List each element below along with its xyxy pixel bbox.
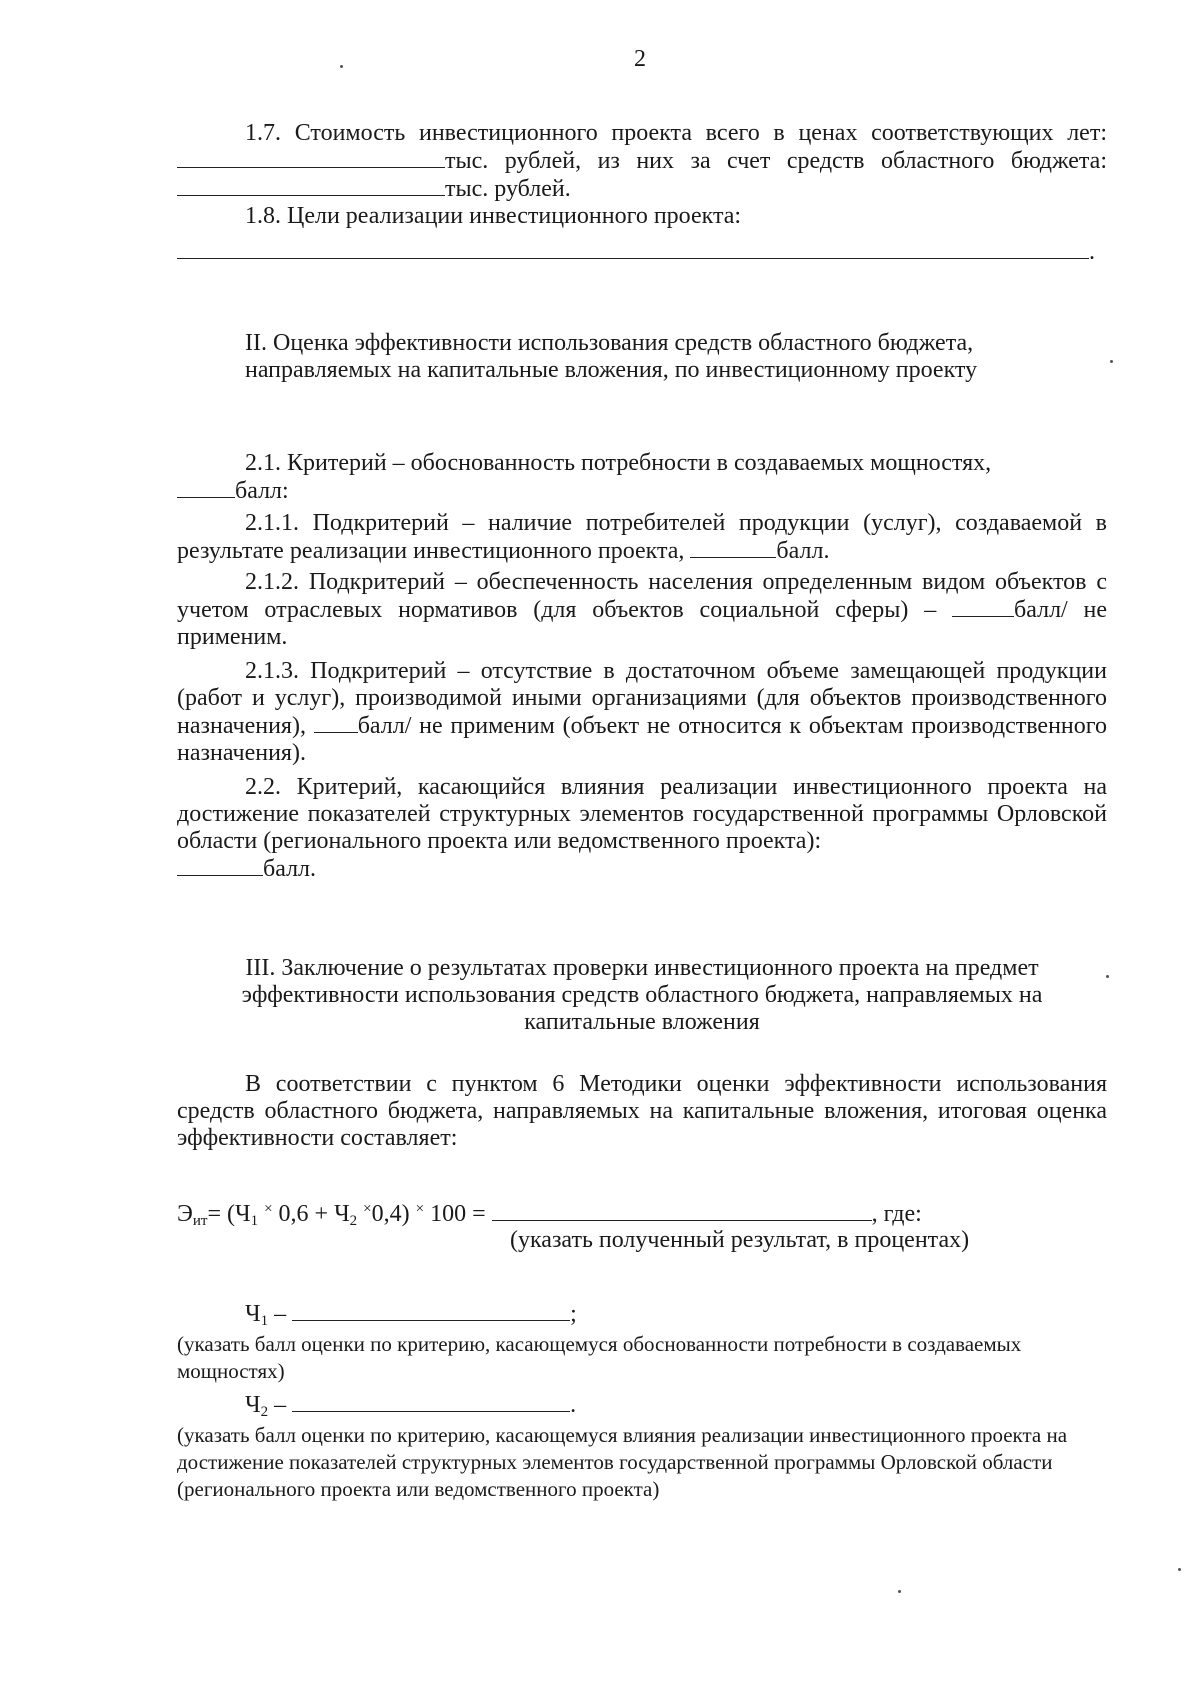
cost-regional-blank bbox=[177, 175, 445, 196]
cost-total-blank bbox=[177, 147, 445, 168]
p18-end: . bbox=[1089, 239, 1095, 265]
ch2-line bbox=[245, 1391, 1175, 1426]
ch1-line bbox=[245, 1300, 1175, 1335]
ch2-end: . bbox=[570, 1392, 577, 1418]
page-number: 2 bbox=[634, 46, 646, 72]
section-3-intro-text: В соответствии с пунктом 6 Методики оценки эффективности использования средств областного бюджета, направляемых на капитальные вложения, итоговая оценка эффективности составляет: bbox=[177, 1071, 1107, 1151]
ch1-dash: – bbox=[274, 1301, 287, 1327]
ch1-note: (указать балл оценки по критерию, касающемуся обоснованности потребности в создаваемых мощностях) bbox=[177, 1332, 1022, 1383]
p22-blank bbox=[177, 855, 263, 876]
ch2-note: (указать балл оценки по критерию, касающемуся влияния реализации инвестиционного проекта на достижение показателей структурных элементов государственной программы Орловской области (регионального проекта или ведомственного проекта) bbox=[177, 1423, 1068, 1501]
p211-suffix: балл. bbox=[776, 538, 830, 564]
ch1-blank bbox=[292, 1300, 570, 1321]
section-2-heading-line2: направляемых на капитальные вложения, по инвестиционному проекту bbox=[245, 357, 978, 383]
p211-text: 2.1.1. Подкритерий – наличие потребителей продукции (услуг), создаваемой в результате реализации инвестиционного проекта, bbox=[177, 510, 1107, 564]
section-2-heading bbox=[245, 330, 1105, 384]
formula-result-blank bbox=[492, 1200, 872, 1221]
p213-blank bbox=[314, 712, 358, 733]
p212-suffix: балл/ не применим. bbox=[177, 597, 1107, 650]
scan-speck bbox=[1110, 360, 1113, 363]
paragraph-1-7 bbox=[177, 120, 1107, 203]
formula-part2: 0,4) bbox=[371, 1201, 410, 1227]
p213-text: 2.1.3. Подкритерий – отсутствие в достаточном объеме замещающей продукции (работ и услуг), производимой иными организациями (для объектов производственного назначения), bbox=[177, 658, 1107, 739]
scan-speck bbox=[1106, 975, 1109, 978]
section-2-heading-line1: II. Оценка эффективности использования средств областного бюджета, bbox=[245, 330, 974, 356]
section-3-heading-line3: капитальные вложения bbox=[524, 1009, 760, 1035]
p17-suffix: тыс. рублей. bbox=[445, 176, 571, 202]
paragraph-2-1-1 bbox=[177, 510, 1107, 565]
goals-blank bbox=[177, 238, 1089, 259]
ch2-sub: 2 bbox=[260, 1404, 269, 1420]
paragraph-2-2 bbox=[177, 774, 1107, 883]
formula-sub2: 2 bbox=[349, 1213, 358, 1229]
p22-text: 2.2. Критерий, касающийся влияния реализации инвестиционного проекта на достижение показателей структурных элементов государственной программы Орловской области (регионального проекта или ведомственного проекта): bbox=[177, 774, 1107, 854]
paragraph-2-1-3 bbox=[177, 658, 1107, 767]
scan-speck bbox=[898, 1590, 901, 1593]
p17-mid: тыс. рублей, из них за счет средств областного бюджета: bbox=[445, 148, 1107, 174]
formula-e: Э bbox=[177, 1201, 193, 1227]
formula-e-sub: ит bbox=[192, 1213, 208, 1229]
p212-text: 2.1.2. Подкритерий – обеспеченность населения определенным видом объектов с учетом отраслевых нормативов (для объектов социальной сферы) – bbox=[177, 569, 1107, 623]
p212-blank bbox=[952, 596, 1014, 617]
scan-speck bbox=[340, 65, 343, 68]
scan-speck bbox=[1178, 1568, 1181, 1571]
formula-caption: (указать полученный результат, в процентах) bbox=[510, 1227, 970, 1253]
p17-prefix: 1.7. Стоимость инвестиционного проекта всего в ценах соответствующих лет: bbox=[245, 120, 1107, 146]
ch2-label: Ч bbox=[245, 1392, 261, 1418]
p21-suffix: балл: bbox=[235, 478, 289, 504]
formula-eq-open: = (Ч bbox=[207, 1201, 251, 1227]
section-3-heading-line2: эффективности использования средств областного бюджета, направляемых на bbox=[241, 982, 1043, 1008]
section-3-heading-line1: III. Заключение о результатах проверки инвестиционного проекта на предмет bbox=[245, 955, 1039, 981]
ch2-dash: – bbox=[274, 1392, 287, 1418]
ch2-blank bbox=[292, 1391, 570, 1412]
formula-sub1: 1 bbox=[250, 1213, 259, 1229]
p21-blank bbox=[177, 477, 235, 498]
paragraph-2-1-2 bbox=[177, 569, 1107, 651]
section-3-intro bbox=[177, 1071, 1107, 1152]
paragraph-1-8 bbox=[177, 203, 1107, 266]
p22-suffix: балл. bbox=[263, 856, 317, 882]
ch1-sub: 1 bbox=[260, 1313, 269, 1329]
formula-part1: 0,6 + Ч bbox=[278, 1201, 350, 1227]
formula-tail: , где: bbox=[871, 1201, 922, 1227]
section-3-heading bbox=[177, 955, 1107, 1036]
ch1-end: ; bbox=[570, 1301, 577, 1327]
formula-times-2: × bbox=[363, 1201, 372, 1217]
p21-text: 2.1. Критерий – обоснованность потребности в создаваемых мощностях, bbox=[245, 450, 992, 476]
p18-text: 1.8. Цели реализации инвестиционного проекта: bbox=[245, 203, 742, 229]
p213-suffix: балл/ не применим (объект не относится к объектам производственного назначения). bbox=[177, 713, 1108, 766]
formula-times-3: × bbox=[415, 1201, 425, 1217]
formula-part3: 100 = bbox=[430, 1201, 486, 1227]
paragraph-2-1 bbox=[177, 450, 1107, 505]
ch1-label: Ч bbox=[245, 1301, 261, 1327]
formula-times-1: × bbox=[264, 1201, 273, 1217]
p211-blank bbox=[690, 537, 776, 558]
